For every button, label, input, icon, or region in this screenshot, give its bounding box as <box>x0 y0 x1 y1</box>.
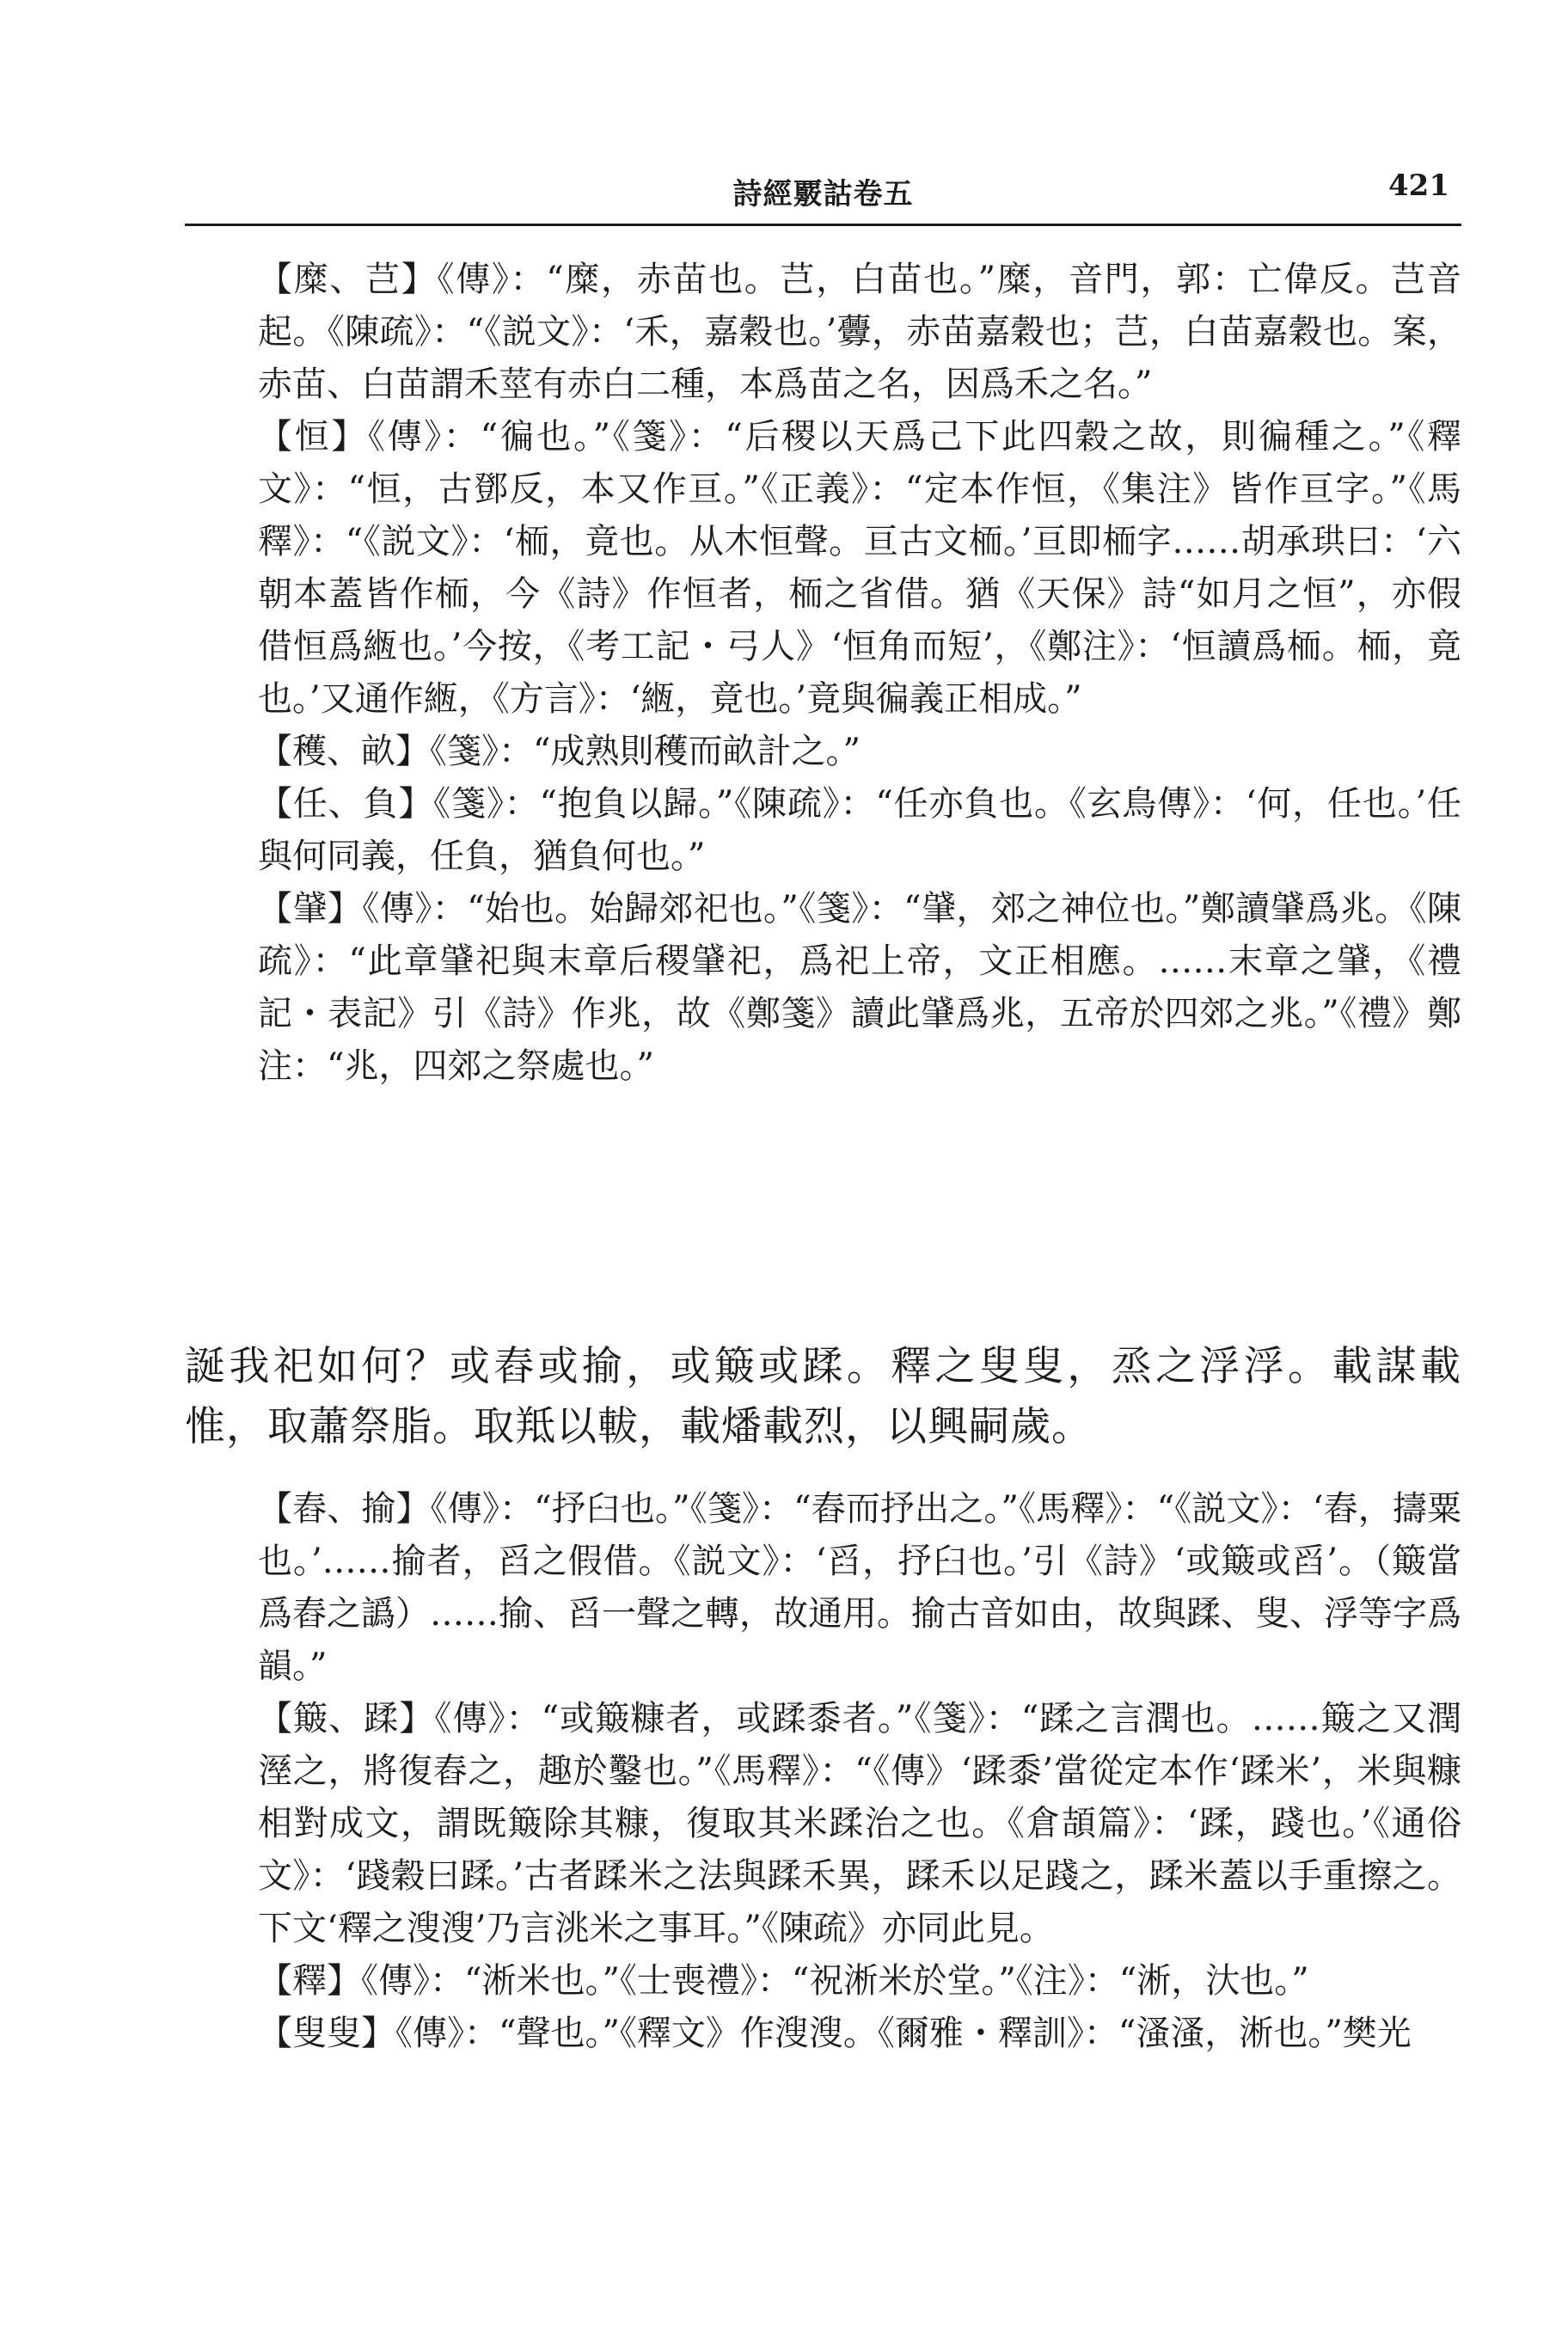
commentary-note: 【叟叟】《傳》：“聲也。”《釋文》作溲溲。《爾雅・釋訓》：“溞溞，淅也。”樊光 <box>258 2014 1412 2053</box>
commentary-note: 【糜、芑】《傳》：“糜，赤苗也。芑，白苗也。”糜，音門，郭：亡偉反。芑音起。《陳疏》：“《説文》：‘禾，嘉穀也。’虋，赤苗嘉穀也；芑，白苗嘉穀也。案，赤苗、白苗謂禾莖有赤白二種，本爲苗之名，因爲禾之名。” <box>258 260 1461 404</box>
commentary-note: 【穫、畝】《箋》：“成熟則穫而畝計之。” <box>258 732 861 771</box>
commentary-block-bottom <box>258 1483 1461 2060</box>
commentary-note: 【任、負】《箋》：“抱負以歸。”《陳疏》：“任亦負也。《玄鳥傳》：‘何，任也。’任與何同義，任負，猶負何也。” <box>258 784 1461 876</box>
page-number: 421 <box>1388 169 1449 203</box>
commentary-note: 【肈】《傳》：“始也。始歸郊祀也。”《箋》：“肈，郊之神位也。”鄭讀肈爲兆。《陳疏》：“此章肈祀與末章后稷肈祀，爲祀上帝，文正相應。……末章之肈，《禮記・表記》引《詩》作兆，故《鄭箋》讀此肈爲兆，五帝於四郊之兆。”《禮》鄭注：“兆，四郊之祭處也。” <box>258 889 1461 1086</box>
poem-verse-block <box>185 1337 1461 1457</box>
page-header <box>185 163 1461 226</box>
poem-verse: 誕我祀如何？或舂或揄，或簸或蹂。釋之叟叟，烝之浮浮。載謀載惟，取蕭祭脂。取羝以軷，載燔載烈，以興嗣歲。 <box>185 1343 1461 1450</box>
running-head: 詩經覈詁卷五 <box>732 177 914 212</box>
commentary-note: 【舂、揄】《傳》：“抒臼也。”《箋》：“舂而抒出之。”《馬釋》：“《説文》：‘舂，擣粟也。’……揄者，舀之假借。《説文》：‘舀，抒臼也。’引《詩》‘或簸或舀’。（簸當爲舂之譌）……揄、舀一聲之轉，故通用。揄古音如由，故與蹂、叟、浮等字爲韻。” <box>258 1489 1461 1686</box>
commentary-note: 【簸、蹂】《傳》：“或簸糠者，或蹂黍者。”《箋》：“蹂之言潤也。……簸之又潤溼之，將復舂之，趣於鑿也。”《馬釋》：“《傳》‘蹂黍’當從定本作‘蹂米’，米與糠相對成文，謂既簸除其糠，復取其米蹂治之也。《倉頡篇》：‘蹂，踐也。’《通俗文》：‘踐穀曰蹂。’古者蹂米之法與蹂禾異，蹂禾以足踐之，蹂米蓋以手重擦之。下文‘釋之溲溲’乃言洮米之事耳。”《陳疏》亦同此見。 <box>258 1699 1461 1948</box>
commentary-block-top <box>258 254 1461 1093</box>
commentary-note: 【釋】《傳》：“淅米也。”《士喪禮》：“祝淅米於堂。”《注》：“淅，汏也。” <box>258 1961 1309 2001</box>
commentary-note: 【恒】《傳》：“徧也。”《箋》：“后稷以天爲己下此四穀之故，則徧種之。”《釋文》：“恒，古鄧反，本又作亘。”《正義》：“定本作恒，《集注》皆作亘字。”《馬釋》：“《説文》：‘栭，竟也。从木恒聲。亘古文栭。’亘即栭字……胡承珙曰：‘六朝本蓋皆作栭，今《詩》作恒者，栭之省借。猶《天保》詩“如月之恒”，亦假借恒爲緪也。’今按，《考工記・弓人》‘恒角而短’，《鄭注》：‘恒讀爲栭。栭，竟也。’又通作緪，《方言》：‘緪，竟也。’竟與徧義正相成。” <box>258 417 1461 719</box>
